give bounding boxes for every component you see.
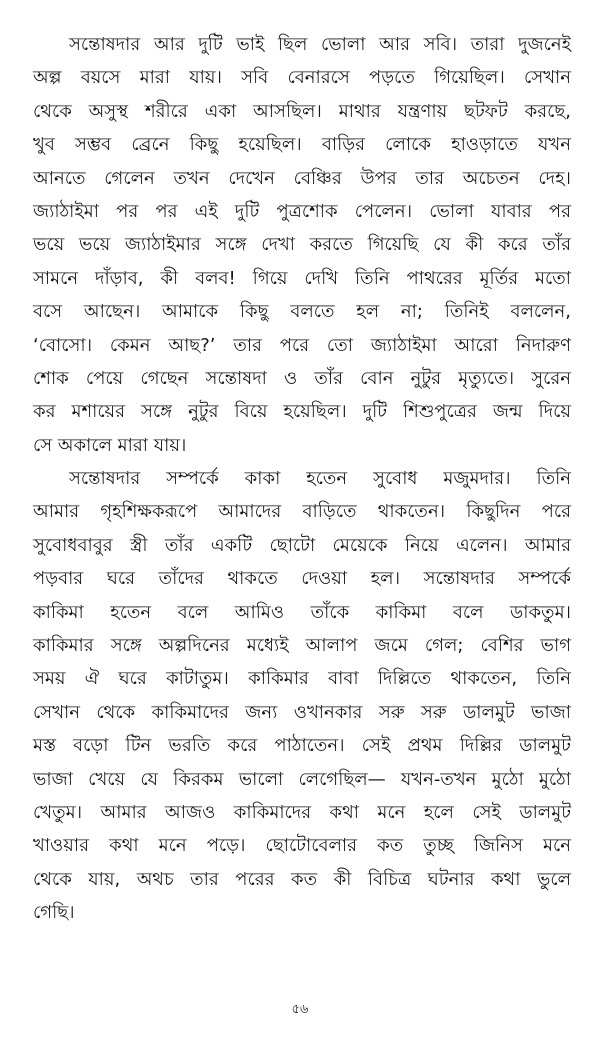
text-line: ‘বোসো। কেমন আছ?’ তার পরে তো জ্যাঠাইমা আরো নিদারুণ [33,334,571,356]
text-line: বসে আছেন। আমাকে কিছু বলতে হল না; তিনিই বললেন, [33,301,571,323]
text-line: থেকে যায়, অথচ তার পরের কত কী বিচিত্র ঘটনার কথা ভুলে [33,868,571,890]
paragraph-2 [33,462,571,929]
text-line: ভয়ে ভয়ে জ্যাঠাইমার সঙ্গে দেখা করতে গিয়েছি যে কী করে তাঁর [33,234,571,256]
text-line: খাওয়ার কথা মনে পড়ে। ছোটোবেলার কত তুচ্ছ জিনিস মনে [33,835,571,857]
text-line: ভাজা খেয়ে যে কিরকম ভালো লেগেছিল— যখন-তখন মুঠো মুঠো [33,768,571,790]
text-line: শোক পেয়ে গেছেন সন্তোষদা ও তাঁর বোন নুটুর মৃত্যুতে। সুরেন [33,367,571,389]
text-line: আনতে গেলেন তখন দেখেন বেঞ্চির উপর তার অচেতন দেহ। [33,167,571,189]
text-line: সময় ঐ ঘরে কাটাতুম। কাকিমার বাবা দিল্লিতে থাকতেন, তিনি [33,668,571,690]
text-line: খেতুম। আমার আজও কাকিমাদের কথা মনে হলে সেই ডালমুট [33,801,571,823]
text-line: সুবোধবাবুর স্ত্রী তাঁর একটি ছোটো মেয়েকে নিয়ে এলেন। আমার [33,534,571,556]
text-line: সে অকালে মারা যায়। [33,434,187,456]
text-line: আমার গৃহশিক্ষকরূপে আমাদের বাড়িতে থাকতেন। কিছুদিন পরে [33,501,571,523]
text-line: কাকিমা হতেন বলে আমিও তাঁকে কাকিমা বলে ডাকতুম। [33,601,571,623]
text-line: অল্প বয়সে মারা যায়। সবি বেনারসে পড়তে গিয়েছিল। সেখান [33,67,571,89]
book-page-text [33,28,571,930]
page-number: ৫৬ [291,1002,309,1017]
paragraph-1 [33,28,571,462]
text-line: খুব সম্ভব ব্রেনে কিছু হয়েছিল। বাড়ির লোকে হাওড়াতে যখন [33,134,571,156]
text-line: সন্তোষদার সম্পর্কে কাকা হতেন সুবোধ মজুমদার। তিনি [69,468,571,490]
text-line: সেখান থেকে কাকিমাদের জন্য ওখানকার সরু সরু ডালমুট ভাজা [33,701,571,723]
text-line: সন্তোষদার আর দুটি ভাই ছিল ভোলা আর সবি। তারা দুজনেই [69,34,571,55]
text-line: কর মশায়ের সঙ্গে নুটুর বিয়ে হয়েছিল। দুটি শিশুপুত্রের জন্ম দিয়ে [33,401,571,423]
text-line: মস্ত বড়ো টিন ভরতি করে পাঠাতেন। সেই প্রথম দিল্লির ডালমুট [33,735,571,757]
text-line: থেকে অসুস্থ শরীরে একা আসছিল। মাথার যন্ত্রণায় ছটফট করছে, [33,100,571,122]
text-line: জ্যাঠাইমা পর পর এই দুটি পুত্রশোক পেলেন। ভোলা যাবার পর [33,200,571,222]
text-line: গেছি। [33,902,75,924]
text-line: পড়বার ঘরে তাঁদের থাকতে দেওয়া হল। সন্তোষদার সম্পর্কে [33,568,571,590]
text-line: কাকিমার সঙ্গে অল্পদিনের মধ্যেই আলাপ জমে গেল; বেশির ভাগ [33,635,571,657]
text-line: সামনে দাঁড়াব, কী বলব! গিয়ে দেখি তিনি পাথরের মূর্তির মতো [33,267,571,289]
